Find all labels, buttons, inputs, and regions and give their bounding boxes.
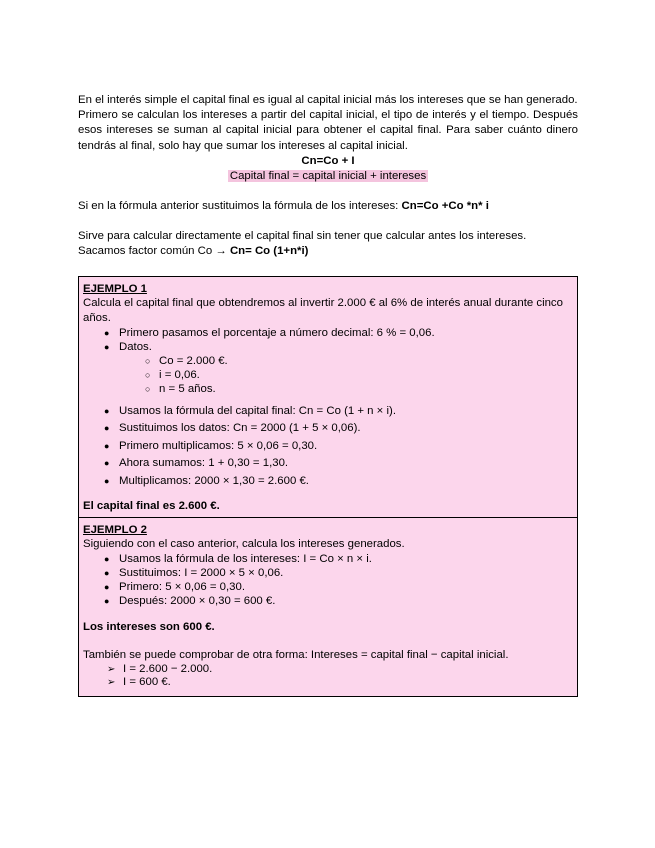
data-item: ○ n = 5 años. — [83, 382, 574, 396]
list-item: ● Usamos la fórmula del capital final: Cn = Co (1 + n × i). — [83, 404, 574, 418]
intro-paragraph-2: Primero se calculan los intereses a partir del capital inicial, el tipo de interés y el tiempo. Después esos intereses se suman al capital inicial para obtener el capital final. Para saber cuánto dinero tendrás al final, solo hay que sumar los intereses al capital inicial. — [78, 109, 578, 152]
data-item: ○ Co = 2.000 €. — [83, 354, 574, 368]
document-page — [78, 93, 578, 697]
example-2-statement: Siguiendo con el caso anterior, calcula los intereses generados. — [83, 538, 405, 551]
list-item: ● Usamos la fórmula de los intereses: I = Co × n × i. — [83, 552, 574, 566]
list-item: ● Sustituimos: I = 2000 × 5 × 0,06. — [83, 566, 574, 580]
example-1-statement: Calcula el capital final que obtendremos al invertir 2.000 € al 6% de interés anual durante cinco años. — [83, 296, 563, 324]
list-item: ● Sustituimos los datos: Cn = 2000 (1 + 5 × 0,06). — [83, 421, 574, 435]
example-2-result: Los intereses son 600 €. — [83, 621, 215, 634]
arrow-item: ➢ I = 600 €. — [83, 676, 574, 690]
arrow-item: ➢ I = 2.600 − 2.000. — [83, 663, 574, 677]
intro-paragraph-3: Si en la fórmula anterior sustituimos la fórmula de los intereses: Cn=Co +Co *n* i — [78, 200, 489, 213]
example-1 — [79, 277, 577, 519]
formula-short: Cn=Co + I — [301, 154, 355, 167]
data-item: ○ i = 0,06. — [83, 368, 574, 382]
list-item: ● Después: 2000 × 0,30 = 600 €. — [83, 594, 574, 608]
example-1-title: EJEMPLO 1 — [83, 282, 147, 295]
intro-paragraph-5: Sacamos factor común Co → Cn= Co (1+n*i) — [78, 245, 309, 258]
substituted-formula: Cn=Co +Co *n* i — [401, 200, 489, 213]
example-2-check: También se puede comprobar de otra forma: Intereses = capital final − capital inicial. — [83, 648, 509, 661]
example-2 — [79, 518, 577, 696]
list-item: ● Primero multiplicamos: 5 × 0,06 = 0,30. — [83, 439, 574, 453]
formula-words: Capital final = capital inicial + intereses — [229, 169, 427, 182]
list-item: ● Primero: 5 × 0,06 = 0,30. — [83, 580, 574, 594]
list-item: ● Datos. — [83, 340, 574, 354]
intro-paragraph-1: En el interés simple el capital final es igual al capital inicial más los intereses que se han generado. — [78, 94, 578, 106]
list-item: ● Multiplicamos: 2000 × 1,30 = 2.600 €. — [83, 474, 574, 488]
list-item: ● Primero pasamos el porcentaje a número decimal: 6 % = 0,06. — [83, 326, 574, 340]
example-1-result: El capital final es 2.600 €. — [83, 499, 220, 512]
examples-box — [78, 276, 578, 697]
list-item: ● Ahora sumamos: 1 + 0,30 = 1,30. — [83, 456, 574, 470]
factored-formula: Cn= Co (1+n*i) — [229, 245, 309, 258]
intro-paragraph-4: Sirve para calcular directamente el capital final sin tener que calcular antes los intereses. — [78, 230, 527, 243]
example-2-title: EJEMPLO 2 — [83, 524, 147, 537]
